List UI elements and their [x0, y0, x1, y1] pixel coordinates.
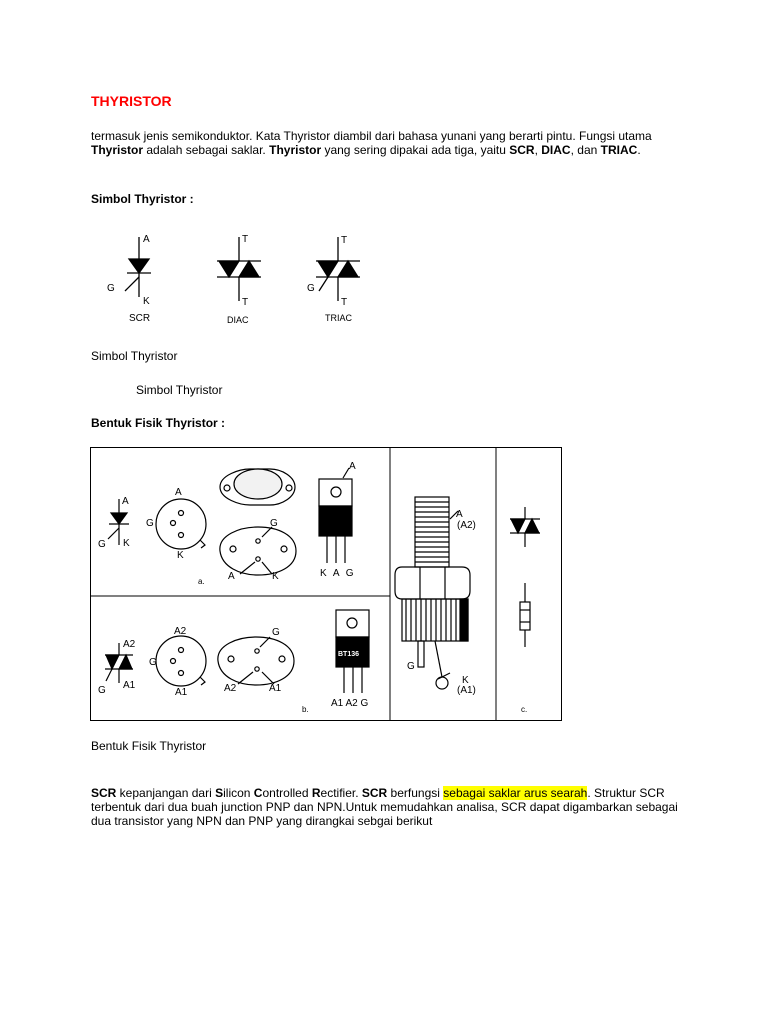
intro-segment: Thyristor: [91, 143, 144, 157]
svg-text:A: A: [228, 571, 235, 582]
svg-text:A1: A1: [123, 680, 136, 691]
scr-segment: ontrolled: [262, 786, 312, 800]
svg-text:A2: A2: [224, 683, 237, 694]
svg-text:A1 A2 G: A1 A2 G: [331, 698, 369, 709]
scr-gate-label: G: [107, 283, 115, 294]
svg-text:A: A: [175, 487, 182, 498]
highlighted-text: sebagai saklar arus searah: [443, 786, 588, 800]
triac-top-label: T: [341, 235, 348, 246]
scr-segment: SCR: [361, 786, 388, 800]
svg-text:G: G: [98, 539, 106, 550]
triac-bottom-label: T: [341, 297, 348, 308]
intro-segment: DIAC: [541, 143, 571, 157]
scr-segment: C: [253, 786, 263, 800]
scr-segment: kepanjangan dari: [116, 786, 216, 800]
intro-segment: TRIAC: [600, 143, 638, 157]
symbol-caption: Simbol Thyristor: [91, 349, 178, 363]
scr-segment: R: [311, 786, 321, 800]
thyristor-physical-figure: [90, 447, 562, 721]
svg-text:A: A: [456, 509, 463, 520]
scr-cathode-label: K: [143, 296, 150, 307]
scr-segment: . Struktur SCR terbentuk dari dua buah junction PNP dan NPN.Untuk memudahkan analisa, SCR dapat digambarkan sebagai dua transistor yang NPN dan PNP yang dirangkai sebgai berikut: [91, 786, 678, 828]
svg-text:b.: b.: [302, 705, 309, 714]
intro-segment: Thyristor: [269, 143, 322, 157]
scr-paragraph: [91, 786, 691, 828]
svg-text:K: K: [123, 538, 130, 549]
physical-caption: Bentuk Fisik Thyristor: [91, 739, 207, 753]
svg-text:K: K: [462, 675, 469, 686]
svg-text:K: K: [272, 571, 279, 582]
svg-text:K: K: [177, 550, 184, 561]
svg-text:G: G: [407, 661, 415, 672]
intro-segment: yang sering dipakai ada tiga, yaitu: [321, 143, 510, 157]
scr-name: SCR: [129, 313, 151, 324]
scr-segment: S: [215, 786, 224, 800]
intro-segment: , dan: [570, 143, 601, 157]
scr-anode-label: A: [143, 234, 150, 245]
physical-heading: Bentuk Fisik Thyristor :: [91, 416, 226, 430]
svg-text:c.: c.: [521, 705, 528, 714]
symbol-caption-indented: Simbol Thyristor: [136, 383, 223, 397]
svg-text:K A G: K A G: [320, 568, 356, 579]
svg-text:BT136: BT136: [338, 651, 360, 658]
svg-text:G: G: [270, 518, 278, 529]
intro-segment: adalah sebagai saklar.: [143, 143, 270, 157]
svg-text:(A2): (A2): [457, 520, 476, 531]
scr-segment: berfungsi: [387, 786, 444, 800]
svg-text:A1: A1: [269, 683, 282, 694]
scr-segment: ilicon: [223, 786, 254, 800]
triac-name: TRIAC: [325, 313, 352, 323]
svg-text:A: A: [349, 461, 356, 472]
thyristor-symbols-figure: [91, 225, 381, 330]
svg-text:A: A: [122, 496, 129, 507]
svg-text:G: G: [272, 627, 280, 638]
triac-gate-label: G: [307, 283, 315, 294]
page-title: THYRISTOR: [91, 93, 172, 109]
symbol-heading: Simbol Thyristor :: [91, 192, 194, 206]
svg-text:A1: A1: [175, 687, 188, 698]
svg-text:G: G: [98, 685, 106, 696]
intro-segment: .: [637, 143, 641, 157]
svg-text:A2: A2: [123, 639, 136, 650]
diac-bottom-label: T: [242, 297, 249, 308]
intro-paragraph: [91, 129, 691, 157]
intro-segment: termasuk jenis semikonduktor. Kata Thyristor diambil dari bahasa yunani yang berarti pintu. Fungsi utama: [91, 129, 652, 143]
diac-name: DIAC: [227, 315, 249, 325]
scr-segment: ectifier.: [320, 786, 362, 800]
svg-text:A2: A2: [174, 626, 187, 637]
svg-text:G: G: [146, 518, 154, 529]
svg-text:a.: a.: [198, 577, 205, 586]
diac-top-label: T: [242, 234, 249, 245]
intro-segment: SCR: [509, 143, 535, 157]
svg-text:(A1): (A1): [457, 685, 476, 696]
svg-text:G: G: [149, 657, 157, 668]
intro-segment: ,: [534, 143, 542, 157]
scr-segment: SCR: [91, 786, 117, 800]
